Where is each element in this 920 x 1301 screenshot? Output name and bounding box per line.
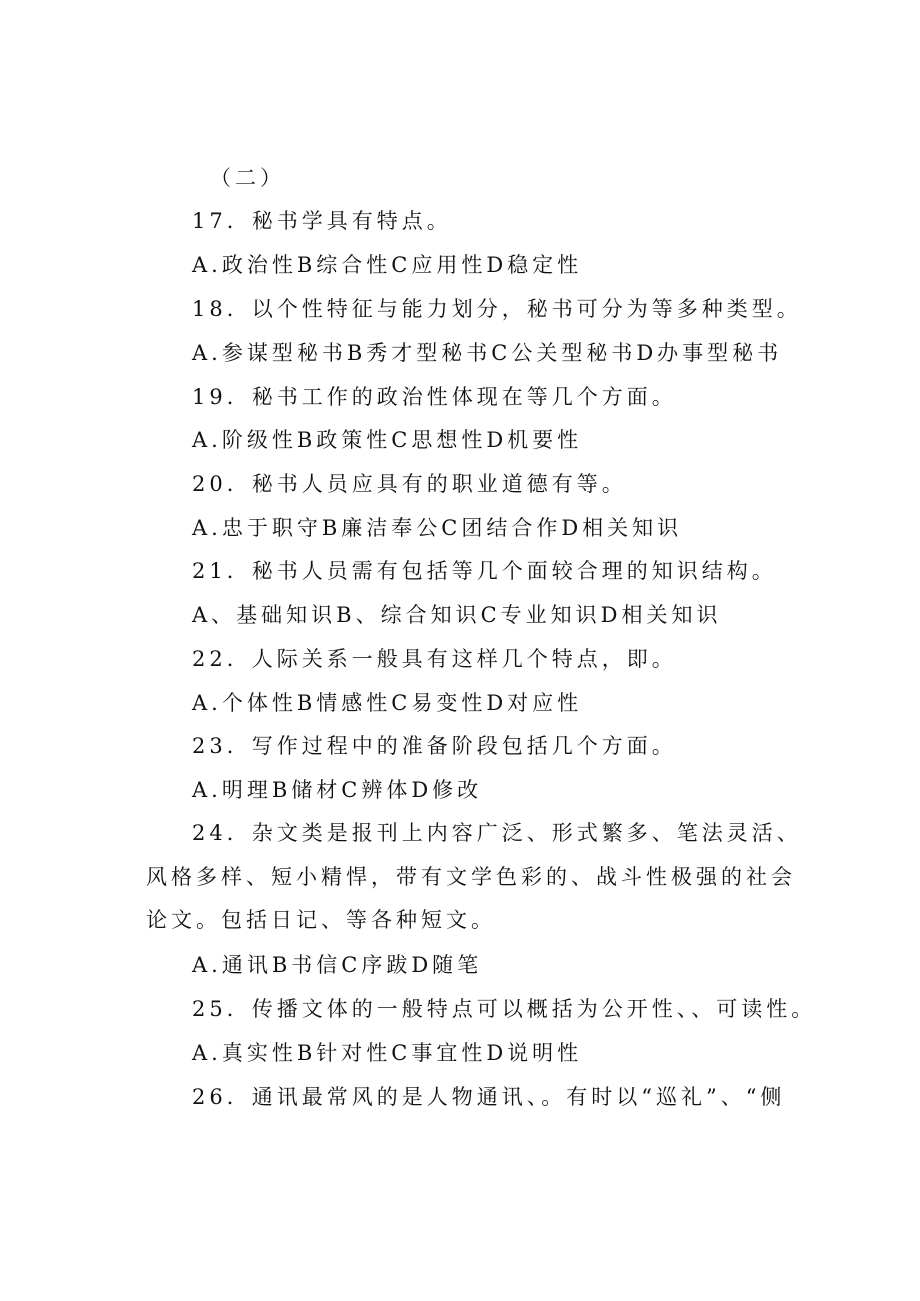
- options-20: A.忠于职守B廉洁奉公C团结合作D相关知识: [192, 516, 683, 540]
- question-21: 21．秘书人员需有包括等几个面较合理的知识结构。: [192, 559, 777, 583]
- question-24: 24．杂文类是报刊上内容广泛、形式繁多、笔法灵活、风格多样、短小精悍，带有文学色彩的、战斗性极强的社会论文。包括日记、等各种短文。: [146, 821, 802, 932]
- question-20: 20．秘书人员应具有的职业道德有等。: [192, 472, 627, 496]
- options-22: A.个体性B情感性C易变性D对应性: [192, 691, 583, 715]
- question-18: 18．以个性特征与能力划分，秘书可分为等多种类型。: [192, 297, 802, 321]
- options-18: A.参谋型秘书B秀才型秘书C公关型秘书D办事型秘书: [192, 341, 783, 365]
- options-19: A.阶级性B政策性C思想性D机要性: [192, 428, 583, 452]
- question-17: 17．秘书学具有特点。: [192, 209, 452, 233]
- question-23: 23．写作过程中的准备阶段包括几个方面。: [192, 734, 677, 758]
- options-24: A.通讯B书信C序跋D随笔: [192, 953, 483, 977]
- question-19: 19．秘书工作的政治性体现在等几个方面。: [192, 385, 677, 409]
- question-26: 26．通讯最常风的是人物通讯、。有时以“巡礼”、“侧: [192, 1085, 786, 1109]
- options-23: A.明理B储材C辨体D修改: [192, 778, 483, 802]
- options-21: A、基础知识B、综合知识C专业知识D相关知识: [192, 603, 722, 627]
- options-17: A.政治性B综合性C应用性D稳定性: [192, 253, 583, 277]
- question-25: 25．传播文体的一般特点可以概括为公开性、、可读性。: [192, 997, 817, 1021]
- question-22: 22．人际关系一般具有这样几个特点，即。: [192, 647, 677, 671]
- options-25: A.真实性B针对性C事宜性D说明性: [192, 1041, 583, 1065]
- section-heading: （二）: [210, 166, 285, 190]
